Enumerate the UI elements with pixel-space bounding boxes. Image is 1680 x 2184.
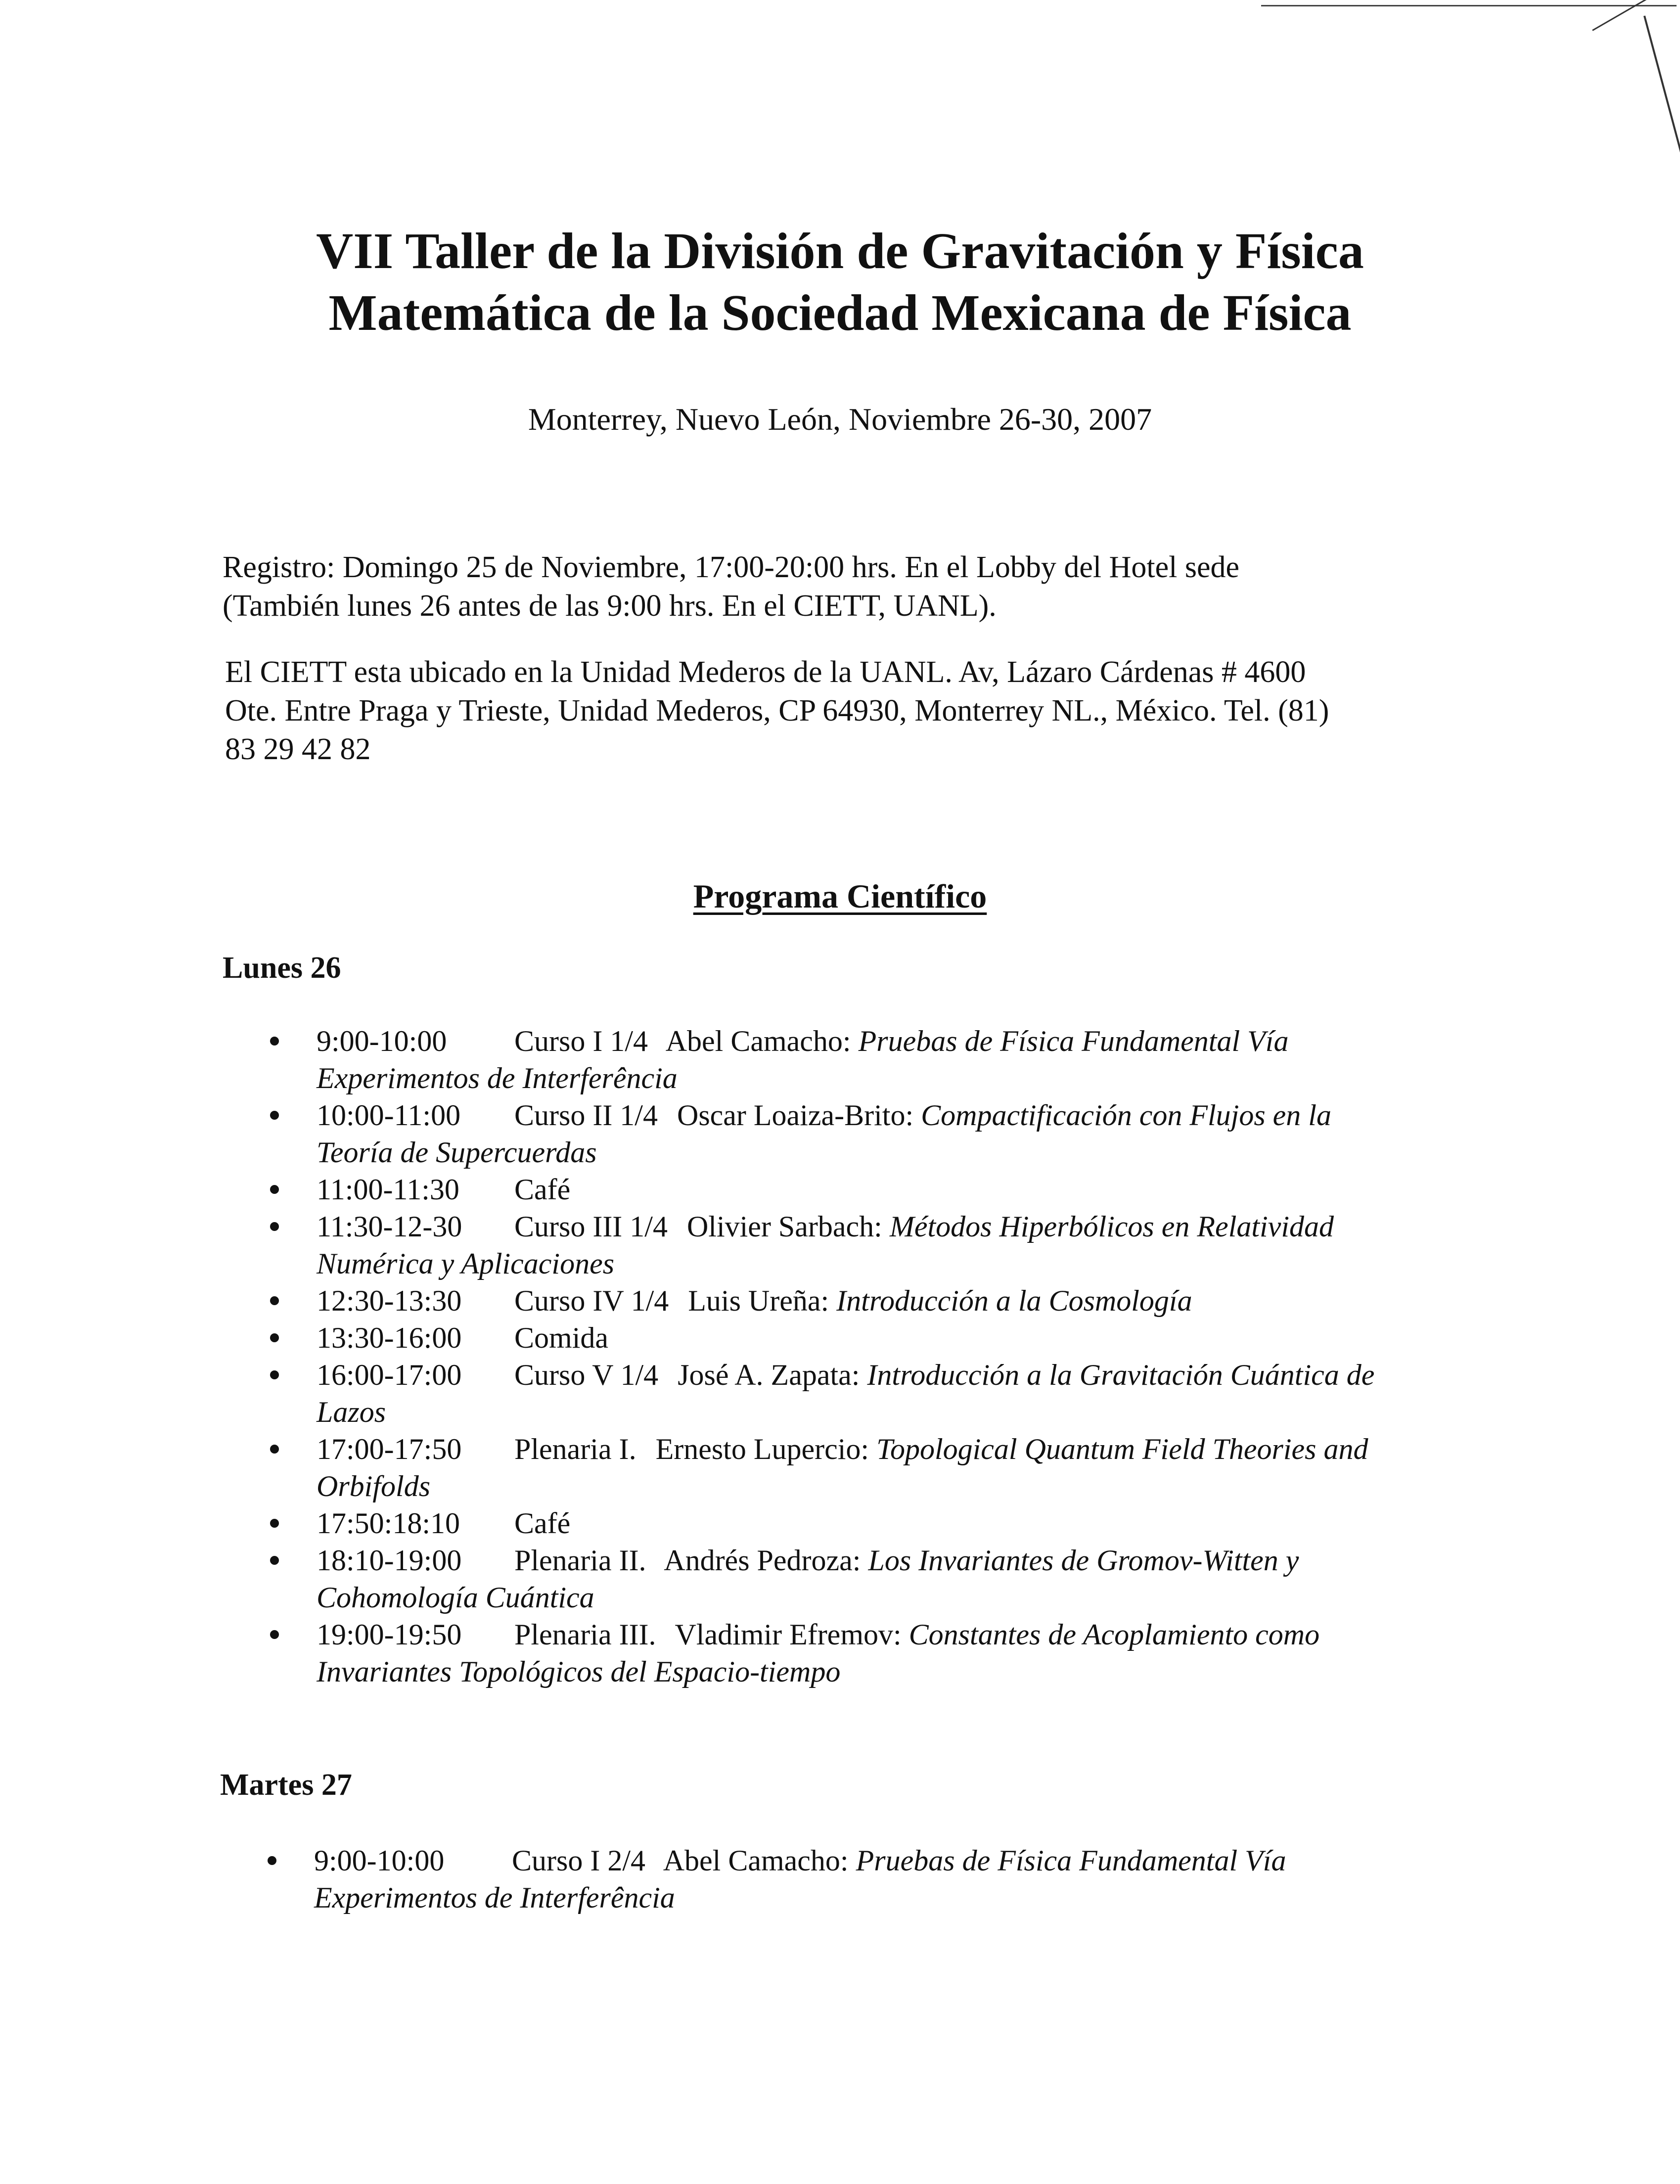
- schedule-item: [265, 1842, 1377, 1916]
- item-speaker: Andrés Pedroza:: [664, 1544, 861, 1577]
- bullet-icon: [270, 1630, 279, 1639]
- bullet-icon: [270, 1556, 279, 1565]
- item-speaker: Luis Ureña:: [688, 1284, 829, 1317]
- item-course: Plenaria III.: [514, 1618, 656, 1651]
- location-line-1: El CIETT esta ubicado en la Unidad Mederos de la UANL. Av, Lázaro Cárdenas # 4600: [225, 655, 1306, 689]
- item-course: Curso IV 1/4: [514, 1284, 669, 1317]
- item-time: 12:30-13:30: [317, 1284, 462, 1317]
- item-talk: Los Invariantes de Gromov-Witten y Cohomología Cuántica: [317, 1544, 1299, 1614]
- schedule-item: [267, 1616, 1380, 1690]
- bullet-icon: [270, 1222, 279, 1231]
- item-speaker: Olivier Sarbach:: [686, 1210, 882, 1243]
- document-title: [0, 220, 1680, 344]
- item-time: 13:30-16:00: [317, 1321, 462, 1354]
- item-speaker: Abel Camacho:: [665, 1025, 851, 1057]
- day-label-martes: Martes 27: [220, 1768, 352, 1802]
- item-talk: Introducción a la Cosmología: [836, 1284, 1192, 1317]
- location-line-3: 83 29 42 82: [225, 732, 371, 766]
- item-time: 11:30-12-30: [317, 1210, 462, 1243]
- item-time: 17:50:18:10: [317, 1507, 460, 1540]
- item-course: Comida: [514, 1321, 608, 1354]
- event-location-date: Monterrey, Nuevo León, Noviembre 26-30, 2007: [528, 402, 1152, 437]
- item-course: Curso I 2/4: [512, 1844, 645, 1877]
- bullet-icon: [270, 1445, 279, 1454]
- item-talk: Pruebas de Física Fundamental Vía Experimentos de Interferência: [314, 1844, 1286, 1914]
- title-line-1: VII Taller de la División de Gravitación y Física: [316, 223, 1364, 279]
- item-talk: Métodos Hiperbólicos en Relatividad Numérica y Aplicaciones: [317, 1210, 1334, 1280]
- item-course: Curso II 1/4: [514, 1099, 658, 1132]
- schedule-item: [267, 1097, 1380, 1171]
- schedule-list-martes: [265, 1842, 1377, 1916]
- item-time: 10:00-11:00: [317, 1099, 461, 1132]
- bullet-icon: [270, 1037, 279, 1046]
- schedule-item: [267, 1023, 1380, 1097]
- schedule-item: [267, 1505, 1380, 1542]
- item-speaker: Abel Camacho:: [663, 1844, 849, 1877]
- schedule-item: [267, 1171, 1380, 1208]
- item-course: Curso III 1/4: [514, 1210, 668, 1243]
- schedule-item: [267, 1542, 1380, 1616]
- item-talk: Introducción a la Gravitación Cuántica de Lazos: [317, 1359, 1375, 1428]
- item-speaker: Ernesto Lupercio:: [655, 1433, 869, 1465]
- item-time: 9:00-10:00: [314, 1844, 445, 1877]
- schedule-item: [267, 1208, 1380, 1282]
- title-line-2: Matemática de la Sociedad Mexicana de Física: [328, 284, 1352, 341]
- bullet-icon: [270, 1296, 279, 1305]
- item-time: 18:10-19:00: [317, 1544, 462, 1577]
- bullet-icon: [270, 1333, 279, 1342]
- item-time: 9:00-10:00: [317, 1025, 447, 1057]
- item-course: Café: [514, 1173, 571, 1206]
- scan-edge-line: [1261, 5, 1677, 6]
- item-time: 16:00-17:00: [317, 1359, 462, 1391]
- schedule-item: [267, 1431, 1380, 1505]
- registration-info: [223, 548, 1385, 625]
- item-course: Plenaria I.: [514, 1433, 636, 1465]
- schedule-item: [267, 1357, 1380, 1431]
- item-time: 17:00-17:50: [317, 1433, 462, 1465]
- item-speaker: Vladimir Efremov:: [675, 1618, 902, 1651]
- bullet-icon: [270, 1111, 279, 1120]
- bullet-icon: [270, 1185, 279, 1194]
- bullet-icon: [270, 1519, 279, 1528]
- scan-corner-edge: [1643, 15, 1680, 174]
- item-speaker: José A. Zapata:: [678, 1359, 860, 1391]
- item-time: 19:00-19:50: [317, 1618, 462, 1651]
- item-course: Curso V 1/4: [514, 1359, 659, 1391]
- registration-line-2: (También lunes 26 antes de las 9:00 hrs. En el CIETT, UANL).: [223, 589, 997, 623]
- item-talk: Compactificación con Flujos en la Teoría de Supercuerdas: [317, 1099, 1331, 1169]
- location-line-2: Ote. Entre Praga y Trieste, Unidad Mederos, CP 64930, Monterrey NL., México. Tel. (81): [225, 694, 1329, 728]
- schedule-item: [267, 1282, 1380, 1320]
- item-speaker: Oscar Loaiza-Brito:: [677, 1099, 914, 1132]
- item-talk: Constantes de Acoplamiento como Invariantes Topológicos del Espacio-tiempo: [317, 1618, 1320, 1688]
- registration-line-1: Registro: Domingo 25 de Noviembre, 17:00-20:00 hrs. En el Lobby del Hotel sede: [223, 550, 1239, 584]
- schedule-list-lunes: [267, 1023, 1380, 1690]
- item-talk: Pruebas de Física Fundamental Vía Experimentos de Interferência: [317, 1025, 1289, 1094]
- item-time: 11:00-11:30: [317, 1173, 459, 1206]
- item-course: Plenaria II.: [514, 1544, 646, 1577]
- schedule-item: [267, 1320, 1380, 1357]
- bullet-icon: [270, 1370, 279, 1379]
- day-label-lunes: Lunes 26: [223, 951, 341, 985]
- item-talk: Topological Quantum Field Theories and Orbifolds: [317, 1433, 1368, 1502]
- item-course: Café: [514, 1507, 571, 1540]
- location-info: [225, 653, 1387, 769]
- bullet-icon: [268, 1856, 276, 1865]
- item-course: Curso I 1/4: [514, 1025, 648, 1057]
- program-heading: Programa Científico: [693, 877, 987, 915]
